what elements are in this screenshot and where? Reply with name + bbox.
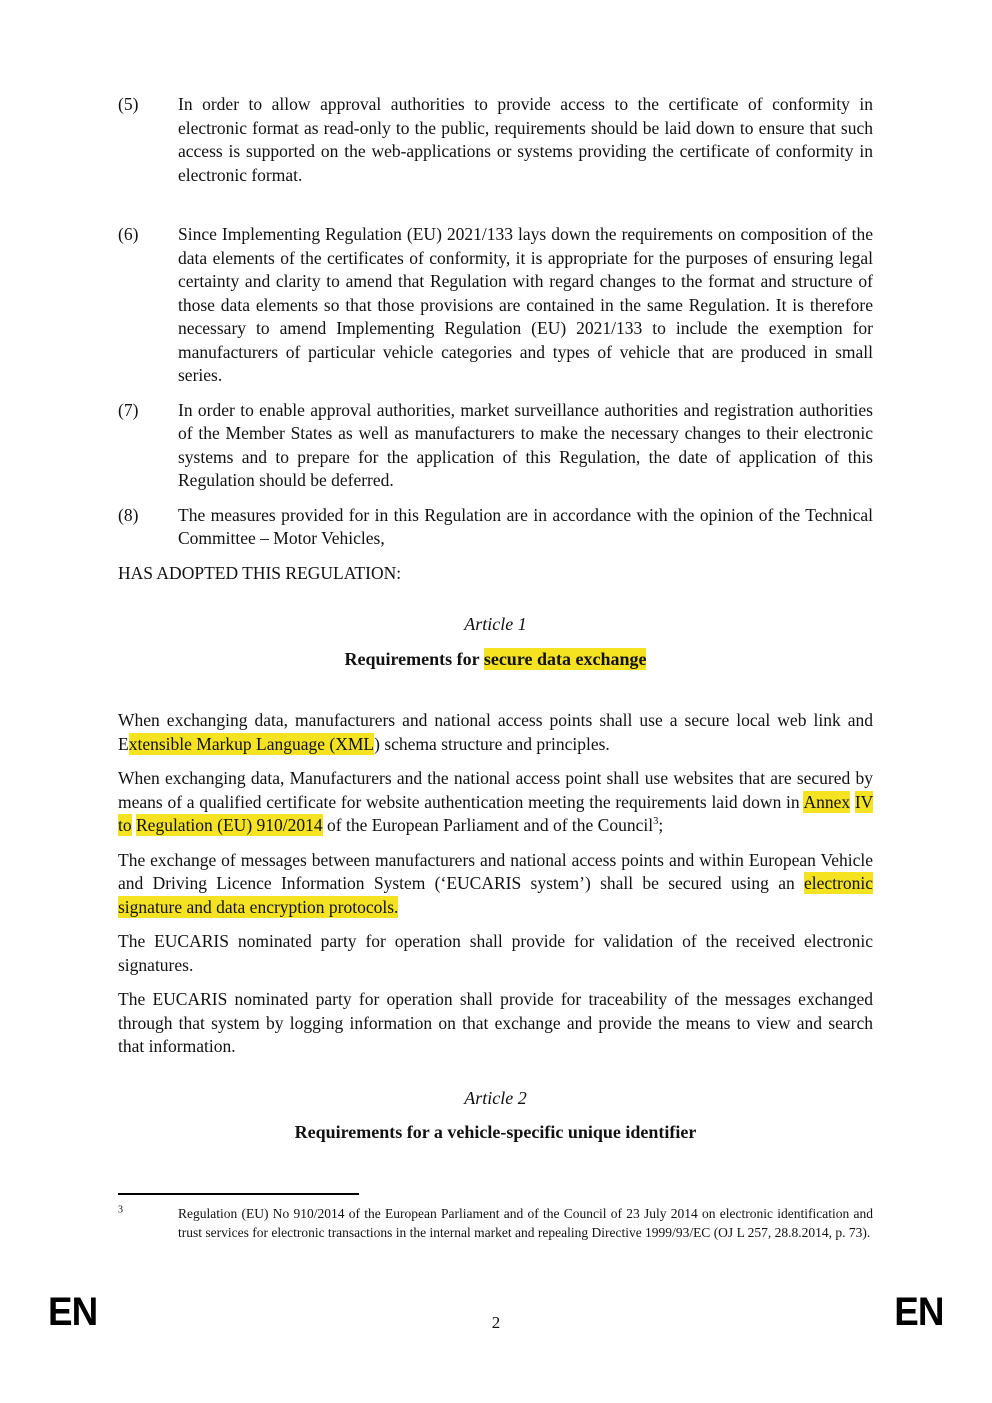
article-1-section xyxy=(118,613,873,1059)
footnote-marker xyxy=(118,1205,178,1242)
body-paragraph: When exchanging data, Manufacturers and the national access point shall use websites that are secured by means of a qualified certificate for website authentication meeting the requirements laid down in Annex IV to Regulation (EU) 910/2014 of the European Parliament and of the Council$^3$; xyxy=(118,768,874,835)
footnote-separator xyxy=(118,1193,359,1195)
footer-language-left: EN xyxy=(48,1290,98,1334)
recital-5 xyxy=(118,93,873,187)
article-2-subtitle: Requirements for a vehicle-specific unique identifier xyxy=(294,1122,697,1142)
adoption-clause: HAS ADOPTED THIS REGULATION: xyxy=(118,562,402,583)
article-1-title: Article 1 xyxy=(464,614,527,634)
footnote-text: Regulation (EU) No 910/2014 of the European Parliament and of the Council of 23 July 2014 on electronic identification and trust services for electronic transactions in the internal market and repealing Directive 1999/93/EC (OJ L 257, 28.8.2014, p. 73). xyxy=(178,1206,873,1240)
recital-number: (6) xyxy=(118,224,139,244)
recital-text: Since Implementing Regulation (EU) 2021/133 lays down the requirements on composition of the data elements of the certificates of conformity, it is appropriate for the purposes of ensuring legal certainty and clarity to amend that Regulation with regard changes to the format and structure of those data elements so that those provisions are contained in the same Regulation. It is therefore necessary to amend Implementing Regulation (EU) 2021/133 to include the exemption for manufacturers of particular vehicle categories and types of vehicle that are produced in small series. xyxy=(178,224,873,385)
recital-6 xyxy=(118,223,873,388)
recital-number: (8) xyxy=(118,504,139,525)
recital-7 xyxy=(118,399,873,493)
article-1-subtitle: Requirements for secure data exchange xyxy=(344,648,647,669)
recital-text: The measures provided for in this Regulation are in accordance with the opinion of the Technical Committee – Motor Vehicles, xyxy=(178,504,873,548)
article-2-section xyxy=(118,1087,873,1145)
footnote xyxy=(118,1205,873,1242)
recital-number: (5) xyxy=(118,94,139,114)
article-2-title: Article 2 xyxy=(464,1087,527,1108)
page-number: 2 xyxy=(491,1313,501,1332)
body-paragraph: The exchange of messages between manufacturers and national access points and within European Vehicle and Driving Licence Information System (‘EUCARIS system’) shall be secured using an electronic signature and data encryption protocols. xyxy=(118,849,873,917)
body-paragraph: The EUCARIS nominated party for operation shall provide for traceability of the messages exchanged through that system by logging information on that exchange and provide the means to view and search that information. xyxy=(118,989,873,1056)
recital-text: In order to enable approval authorities, market surveillance authorities and registration authorities of the Member States as well as manufacturers to make the necessary changes to their electronic systems and to prepare for the application of this Regulation, the date of application of this Regulation should be deferred. xyxy=(178,399,873,490)
recital-8 xyxy=(118,504,873,551)
recital-number: (7) xyxy=(118,399,139,420)
body-paragraph: The EUCARIS nominated party for operation shall provide for validation of the received electronic signatures. xyxy=(118,931,873,975)
footnote-marker-number: 3 xyxy=(118,1204,123,1216)
footnote-area xyxy=(118,1193,873,1242)
recital-text: In order to allow approval authorities to provide access to the certificate of conformity in electronic format as read-only to the public, requirements should be laid down to ensure that such access is supported on the web-applications or systems providing the certificate of conformity in electronic format. xyxy=(178,94,873,185)
footer-language-right: EN xyxy=(894,1290,944,1334)
page-content xyxy=(118,93,873,1145)
body-paragraph: When exchanging data, manufacturers and national access points shall use a secure local web link and Extensible Markup Language (XML) schema structure and principles. xyxy=(118,710,873,754)
article-1-body xyxy=(118,709,873,1059)
